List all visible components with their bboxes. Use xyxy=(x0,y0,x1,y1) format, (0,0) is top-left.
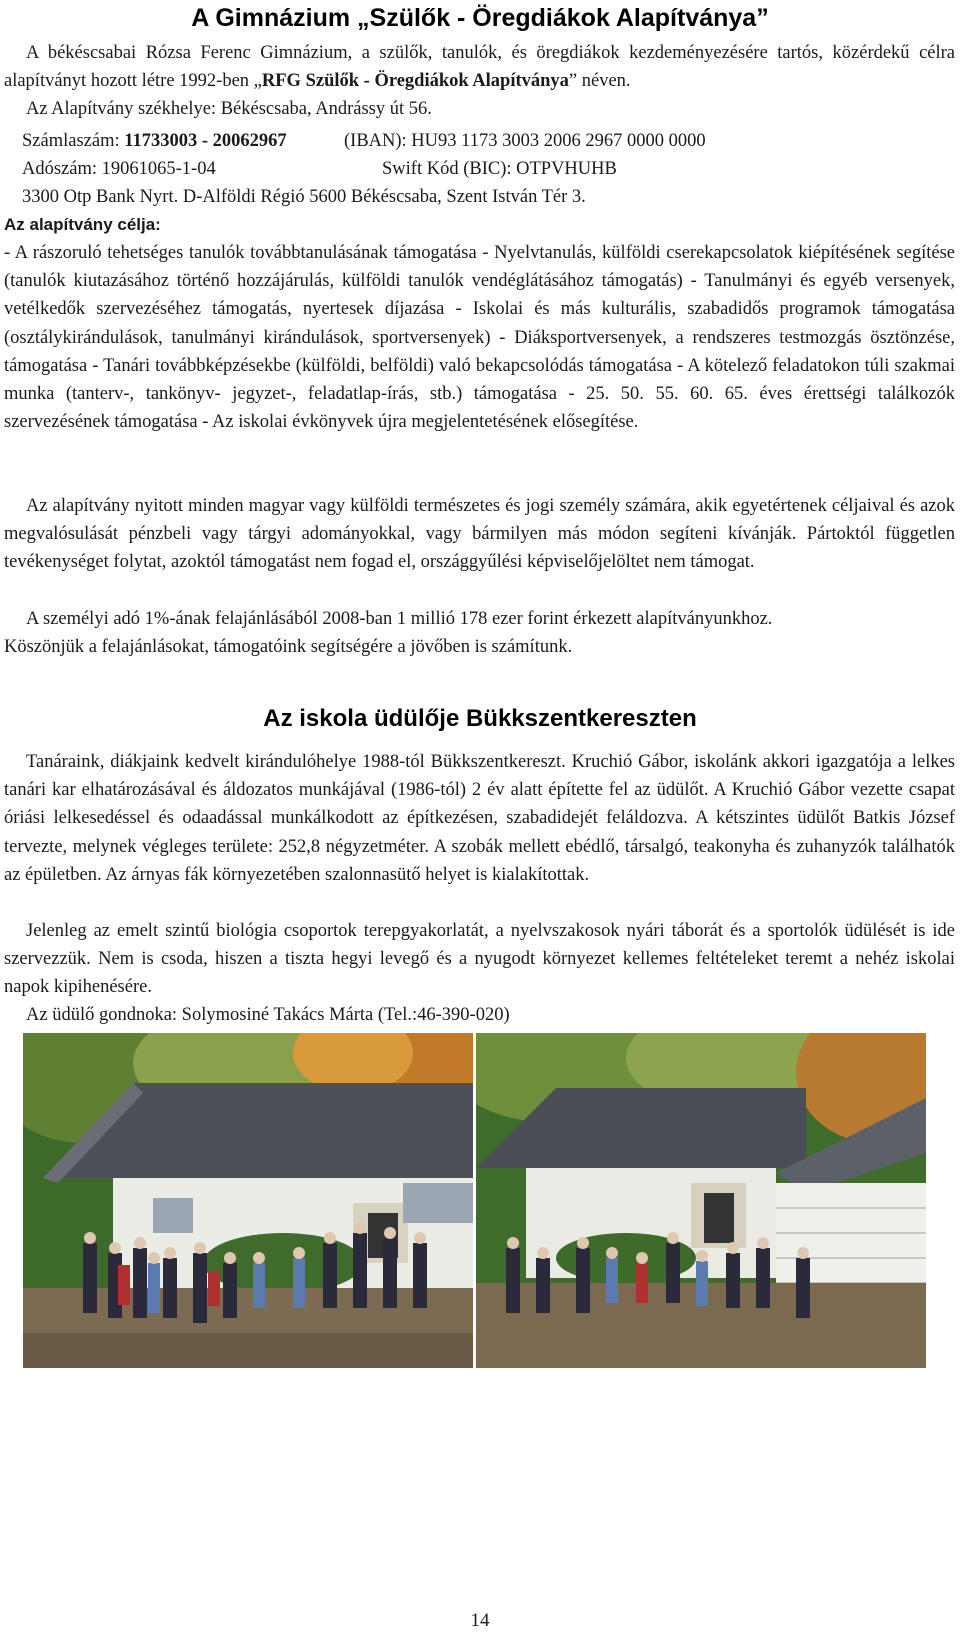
bank-address: 3300 Otp Bank Nyrt. D-Alföldi Régió 5600 Békéscsaba, Szent István Tér 3. xyxy=(22,187,586,207)
open-membership-text: Az alapítvány nyitott minden magyar vagy külföldi természetes és jogi személy számára, akik egyetértenek céljaival és azok megvalósulását pénzbeli vagy tárgyi adományokkal, vagy bármilyen más módon segíteni kívánják. Pártoktól független tevékenységet folytat, azoktól támogatást nem fogad el, országgyűlési képviselőjelöltet nem támogat. xyxy=(4,496,955,573)
resort-usage: Jelenleg az emelt szintű biológia csoportok terepgyakorlatát, a nyelvszakosok nyári táborát és a sportolók üdülését is ide szervezzük. Nem is csoda, hiszen a tiszta hegyi levegő és a nyugodt környezet kellemes feltételeket teremt a nehéz iskolai napok kipihenésére. xyxy=(4,921,955,998)
bank-details xyxy=(22,127,922,211)
swift-code: Swift Kód (BIC): OTPVHUHB xyxy=(382,159,617,179)
intro-text-end: ” néven. xyxy=(568,71,631,92)
account-label: Számlaszám: xyxy=(22,131,125,151)
thanks-text: Köszönjük a felajánlásokat, támogatóink segítségére a jövőben is számítunk. xyxy=(4,637,573,657)
intro-text-start: A békéscsabai Rózsa Ferenc Gimnázium, a szülők, tanulók, és öregdiákok kezdeményezésére tartós, közérdekű célra alapítványt hozott létre 1992-ben „ xyxy=(4,43,955,92)
foundation-title: A Gimnázium „Szülők - Öregdiákok Alapítványa” xyxy=(191,4,769,32)
aim-text: - A rászoruló tehetséges tanulók továbbtanulásának támogatása - Nyelvtanulás, külföldi cserekapcsolatok kiépítésének segítése (tanulók kiutazásához történő hozzájárulás, külföldi tanulók vendéglátásához támogatás) - Tanulmányi és egyéb versenyek, vetélkedők szervezéséhez támogatás, nyertesek díjazása - Iskolai és más kulturális, szabadidős programok támogatása (osztálykirándulások, tanulmányi kirándulások, sportversenyek) - Diáksportversenyek, a rendszeres testmozgás ösztönzése, támogatása - Tanári továbbképzésekbe (külföldi, belföldi) való bekapcsolódás támogatása - A kötelező feladatokon túli szakmai munka (tanterv-, tankönyv- jegyzet-, feladatlap-írás, stb.) támogatása - 25. 50. 55. 60. 65. éves érettségi találkozók szervezésének támogatása - Az iskolai évkönyvek újra megjelentetésének elősegítése. xyxy=(4,243,955,433)
foundation-seat: Az Alapítvány székhelye: Békéscsaba, Andrássy út 56. xyxy=(26,99,432,119)
resort-title: Az iskola üdülője Bükkszentkereszten xyxy=(263,705,697,732)
aim-heading: Az alapítvány célja: xyxy=(4,215,161,234)
resort-caretaker: Az üdülő gondnoka: Solymosiné Takács Márta (Tel.:46-390-020) xyxy=(26,1005,510,1025)
page-number: 14 xyxy=(470,1610,490,1631)
foundation-intro xyxy=(4,39,955,95)
resort-photo-left xyxy=(23,1033,473,1368)
iban: (IBAN): HU93 1173 3003 2006 2967 0000 0000 xyxy=(344,131,706,151)
account-row xyxy=(22,127,287,155)
foundation-name: RFG Szülők - Öregdiákok Alapítványa xyxy=(261,71,569,92)
resort-photo-right xyxy=(476,1033,926,1368)
donation-text: A személyi adó 1%-ának felajánlásából 2008-ban 1 millió 178 ezer forint érkezett alapítványunkhoz. xyxy=(26,609,773,629)
account-number: 11733003 - 20062967 xyxy=(124,131,287,151)
tax-id: Adószám: 19061065-1-04 xyxy=(22,159,216,179)
resort-history: Tanáraink, diákjaink kedvelt kirándulóhelye 1988-tól Bükkszentkereszt. Kruchió Gábor, iskolánk akkori igazgatója a lelkes tanári kar elhatározásával és áldozatos munkájával (1986-tól) 2 év alatt építette fel az üdülőt. A Kruchió Gábor vezette csapat óriási lelkesedéssel és odaadással munkálkodott az építkezésen, szabadidejét feláldozva. A kétszintes üdülőt Batkis József tervezte, melynek végleges területe: 252,8 négyzetméter. A szobák mellett ebédlő, társalgó, teakonyha és zuhanyzók találhatók az épületben. Az árnyas fák környezetében szalonnasütő helyet is kialakítottak. xyxy=(4,752,955,885)
